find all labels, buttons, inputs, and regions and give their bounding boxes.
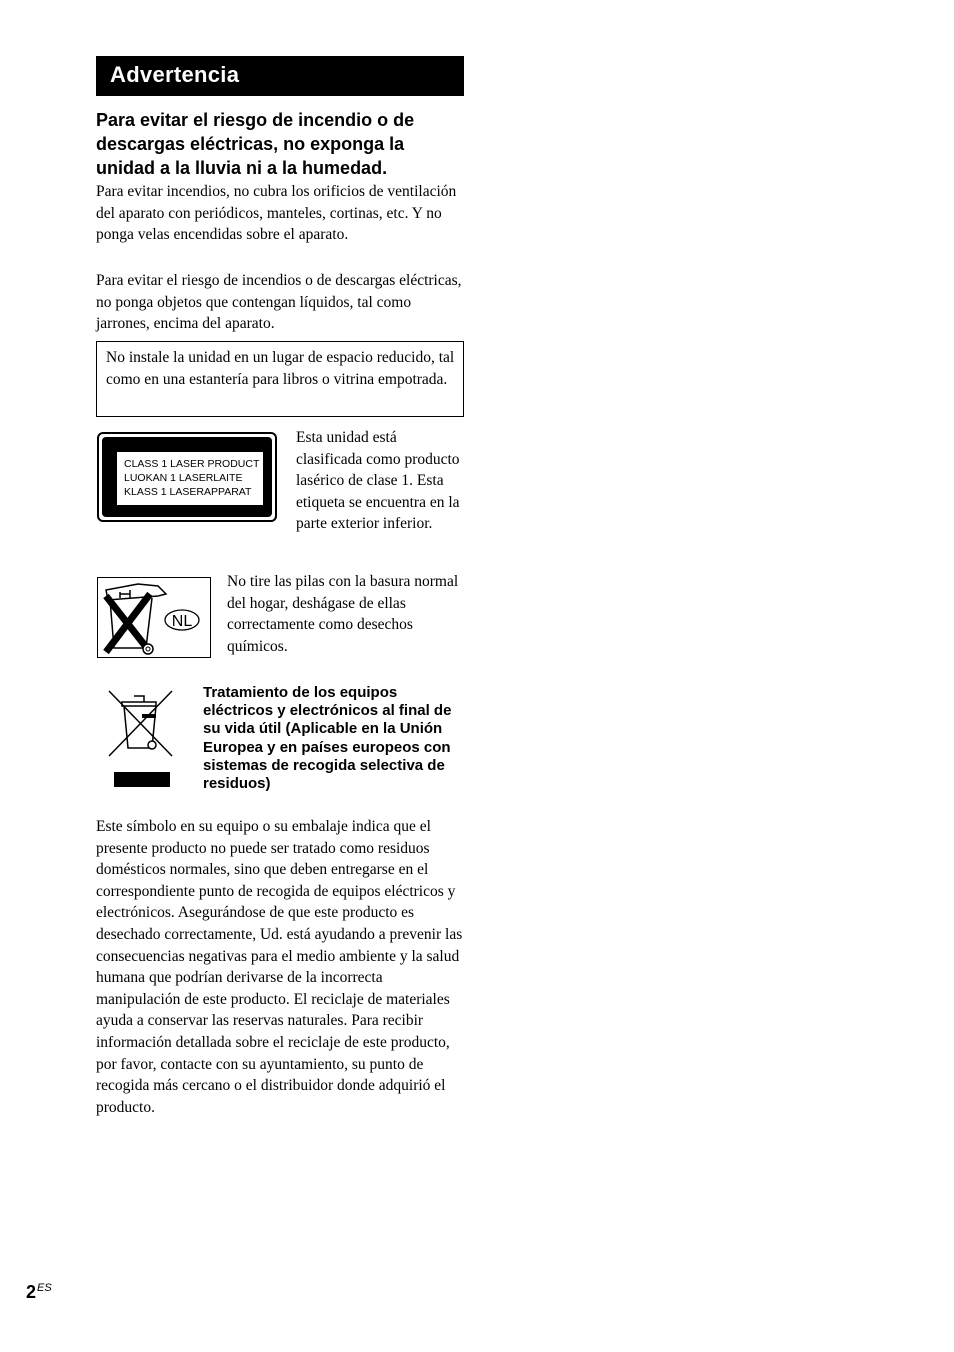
section-title-bar [96, 56, 464, 96]
laser-line-2: LUOKAN 1 LASERLAITE [124, 472, 243, 484]
warning-heading: Para evitar el riesgo de incendio o de descargas eléctricas, no exponga la unidad a la lluvia ni a la humedad. [96, 110, 415, 178]
battery-description: No tire las pilas con la basura normal del hogar, deshágase de ellas correctamente como desechos químicos. [227, 573, 459, 655]
weee-heading: Tratamiento de los equipos eléctricos y electrónicos al final de su vida útil (Aplicable en la Unión Europea y en países europeos con sistemas de recogida selectiva de residuos) [203, 684, 452, 793]
installation-note: No instale la unidad en un lugar de espacio reducido, tal como en una estantería para libros o vitrina empotrada. [106, 349, 455, 388]
laser-line-3: KLASS 1 LASERAPPARAT [124, 486, 252, 498]
paragraph-ventilation: Para evitar incendios, no cubra los orificios de ventilación del aparato con periódicos, manteles, cortinas, etc. Y no ponga velas encendidas sobre el aparato. [96, 183, 457, 244]
laser-line-1: CLASS 1 LASER PRODUCT [124, 458, 260, 470]
weee-crossed-bin-icon [106, 688, 176, 788]
section-title: Advertencia [110, 62, 240, 87]
weee-body: Este símbolo en su equipo o su embalaje indica que el presente producto no puede ser tratado como residuos domésticos normales, sino que deben entregarse en el correspondiente punto de recogida de equipos eléctricos y electrónicos. Asegurándose de que este producto es desechado correctamente, Ud. está ayudando a prevenir las consecuencias negativas para el medio ambiente y la salud humana que podrían derivarse de la incorrecta manipulación de este producto. El reciclaje de materiales ayuda a conservar las reservas naturales. Para recibir información detallada sobre el reciclaje de este producto, por favor, contacte con su ayuntamiento, su punto de recogida más cercano o el distribuidor donde adquirió el producto. [96, 818, 463, 1116]
page-language-suffix: ES [37, 1282, 52, 1294]
laser-label-icon [97, 432, 277, 522]
page-number-value: 2 [26, 1282, 37, 1302]
page-number [26, 1282, 52, 1303]
battery-badge: NL [171, 613, 193, 630]
laser-description: Esta unidad está clasificada como producto lasérico de clase 1. Esta etiqueta se encuentra en la parte exterior inferior. [296, 429, 460, 533]
installation-note-box [96, 341, 464, 417]
battery-disposal-icon [97, 577, 211, 658]
laser-label-text [117, 452, 263, 505]
paragraph-liquids: Para evitar el riesgo de incendios o de descargas eléctricas, no ponga objetos que contengan líquidos, tal como jarrones, encima del aparato. [96, 272, 462, 333]
